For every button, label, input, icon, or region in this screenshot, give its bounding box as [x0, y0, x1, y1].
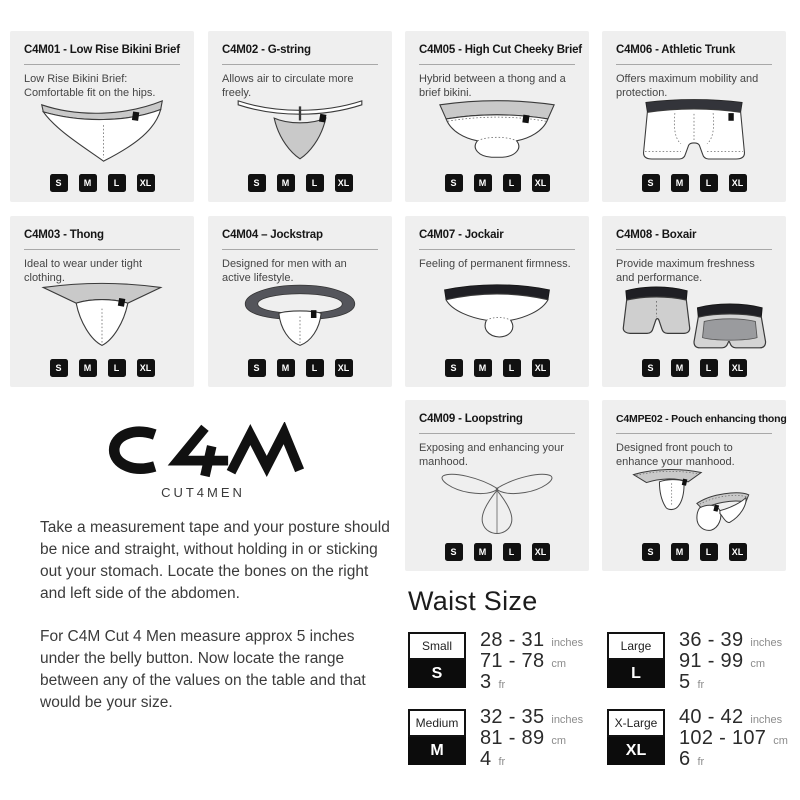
- size-badge-xl: XL: [335, 174, 353, 192]
- product-card-c4m01: [10, 31, 194, 202]
- fr-value: 5: [679, 671, 691, 693]
- size-letter: S: [408, 660, 466, 688]
- size-badges: [602, 174, 786, 192]
- size-badge-l: L: [108, 359, 126, 377]
- size-badge-s: S: [642, 359, 660, 377]
- size-badge-m: M: [671, 359, 689, 377]
- divider: [222, 64, 378, 65]
- size-name: Small: [408, 632, 466, 660]
- product-title: C4M09 - Loopstring: [419, 413, 523, 425]
- fr-unit: fr: [697, 756, 705, 768]
- size-badges: [602, 543, 786, 561]
- size-letter: L: [607, 660, 665, 688]
- product-title: C4M04 – Jockstrap: [222, 229, 323, 241]
- jockstrap-illustration: [218, 280, 382, 355]
- product-card-c4m07: [405, 216, 589, 387]
- cm-unit: cm: [551, 735, 567, 747]
- divider: [24, 249, 180, 250]
- divider: [24, 64, 180, 65]
- waist-size-table: [408, 629, 792, 770]
- boxair-illustration: [612, 280, 776, 355]
- product-card-c4m03: [10, 216, 194, 387]
- size-badges: [10, 174, 194, 192]
- size-badges: [405, 174, 589, 192]
- measurements: [679, 629, 782, 692]
- size-badges: [208, 174, 392, 192]
- measurements: [480, 629, 583, 692]
- size-badge-m: M: [79, 174, 97, 192]
- product-description: Provide maximum freshness and performance.: [616, 258, 755, 285]
- fr-unit: fr: [498, 679, 506, 691]
- size-badge-xl: XL: [532, 543, 550, 561]
- size-box-x-large: [607, 709, 665, 765]
- product-card-c4m05: [405, 31, 589, 202]
- brand-name: CUT4MEN: [161, 485, 245, 500]
- size-box-large: [607, 632, 665, 688]
- fr-value: 3: [480, 671, 492, 693]
- product-description: Allows air to circulate more freely.: [222, 73, 354, 100]
- inches-unit: inches: [551, 714, 584, 726]
- inches-value: 40 - 42: [679, 706, 744, 728]
- bikini-brief-illustration: [20, 95, 184, 170]
- size-badge-m: M: [671, 543, 689, 561]
- waist-size-section: [408, 586, 792, 769]
- size-badge-s: S: [445, 359, 463, 377]
- product-description: Ideal to wear under tight clothing.: [24, 258, 143, 285]
- size-badge-xl: XL: [137, 359, 155, 377]
- size-badge-l: L: [108, 174, 126, 192]
- size-badges: [602, 359, 786, 377]
- product-card-c4m02: [208, 31, 392, 202]
- measurements: [480, 706, 583, 769]
- size-badge-s: S: [445, 174, 463, 192]
- jockair-illustration: [415, 280, 579, 355]
- size-badge-xl: XL: [335, 359, 353, 377]
- waist-entry-small: [408, 629, 607, 693]
- size-badges: [208, 359, 392, 377]
- size-badge-s: S: [642, 543, 660, 561]
- size-badge-l: L: [700, 174, 718, 192]
- size-badge-xl: XL: [729, 174, 747, 192]
- size-letter: M: [408, 737, 466, 765]
- fr-value: 6: [679, 748, 691, 770]
- cm-unit: cm: [773, 735, 788, 747]
- size-badge-m: M: [671, 174, 689, 192]
- product-title: C4M05 - High Cut Cheeky Brief: [419, 44, 582, 56]
- size-badge-m: M: [277, 174, 295, 192]
- c4m-logo-icon: [101, 422, 306, 478]
- size-badge-l: L: [306, 174, 324, 192]
- size-badges: [405, 543, 589, 561]
- product-title: C4M07 - Jockair: [419, 229, 504, 241]
- size-badge-l: L: [503, 543, 521, 561]
- product-card-c4m04: [208, 216, 392, 387]
- product-title: C4M01 - Low Rise Bikini Brief: [24, 44, 180, 56]
- size-badge-l: L: [306, 359, 324, 377]
- cm-value: 102 - 107: [679, 727, 767, 749]
- measurement-instructions: [40, 517, 394, 714]
- divider: [222, 249, 378, 250]
- size-badge-xl: XL: [729, 359, 747, 377]
- cm-unit: cm: [551, 658, 567, 670]
- cheeky-brief-illustration: [415, 95, 579, 170]
- cm-value: 91 - 99: [679, 650, 744, 672]
- size-badge-s: S: [50, 174, 68, 192]
- size-badge-s: S: [248, 359, 266, 377]
- product-title: C4M03 - Thong: [24, 229, 104, 241]
- inches-unit: inches: [750, 637, 783, 649]
- cm-value: 71 - 78: [480, 650, 545, 672]
- size-badge-m: M: [474, 359, 492, 377]
- product-card-c4m09: [405, 400, 589, 571]
- product-description: Designed for men with an active lifestyle.: [222, 258, 347, 285]
- waist-size-title: Waist Size: [408, 586, 538, 616]
- size-badges: [10, 359, 194, 377]
- size-badge-xl: XL: [137, 174, 155, 192]
- size-box-medium: [408, 709, 466, 765]
- size-badge-xl: XL: [532, 359, 550, 377]
- size-badge-xl: XL: [729, 543, 747, 561]
- inches-value: 32 - 35: [480, 706, 545, 728]
- size-badge-m: M: [474, 543, 492, 561]
- size-name: X-Large: [607, 709, 665, 737]
- size-badge-l: L: [503, 174, 521, 192]
- size-badge-m: M: [474, 174, 492, 192]
- product-description: Exposing and enhancing your manhood.: [419, 442, 564, 469]
- size-badge-s: S: [248, 174, 266, 192]
- product-title: C4M02 - G-string: [222, 44, 311, 56]
- waist-entry-x-large: [607, 706, 792, 770]
- divider: [419, 433, 575, 434]
- cm-value: 81 - 89: [480, 727, 545, 749]
- product-card-c4mpe02: [602, 400, 786, 571]
- product-description: Feeling of permanent firmness.: [419, 258, 571, 270]
- instruction-paragraph-1: Take a measurement tape and your posture should be nice and straight, without holding in or sticking out your stomach. Locate the bones on the right and left side of the abdomen.: [40, 519, 390, 602]
- divider: [616, 249, 772, 250]
- fr-value: 4: [480, 748, 492, 770]
- divider: [419, 249, 575, 250]
- pouch-thong-illustration: [612, 464, 776, 539]
- product-description: Offers maximum mobility and protection.: [616, 73, 759, 100]
- size-badge-s: S: [50, 359, 68, 377]
- size-letter: XL: [607, 737, 665, 765]
- size-badge-l: L: [503, 359, 521, 377]
- instruction-paragraph-2: For C4M Cut 4 Men measure approx 5 inches under the belly button. Now locate the range between any of the values on the table and that would be your size.: [40, 628, 366, 711]
- fr-unit: fr: [498, 756, 506, 768]
- divider: [616, 64, 772, 65]
- measurements: [679, 706, 788, 769]
- size-badge-xl: XL: [532, 174, 550, 192]
- divider: [419, 64, 575, 65]
- divider: [616, 433, 772, 434]
- size-badge-l: L: [700, 359, 718, 377]
- inches-unit: inches: [551, 637, 584, 649]
- fr-unit: fr: [697, 679, 705, 691]
- waist-entry-large: [607, 629, 792, 693]
- inches-value: 28 - 31: [480, 629, 545, 651]
- size-badge-l: L: [700, 543, 718, 561]
- size-name: Large: [607, 632, 665, 660]
- size-badge-m: M: [277, 359, 295, 377]
- product-card-c4m06: [602, 31, 786, 202]
- g-string-illustration: [218, 95, 382, 170]
- product-description: Designed front pouch to enhance your manhood.: [616, 442, 735, 469]
- loopstring-illustration: [415, 464, 579, 539]
- product-title: C4M06 - Athletic Trunk: [616, 44, 736, 56]
- size-badge-s: S: [445, 543, 463, 561]
- size-badge-s: S: [642, 174, 660, 192]
- size-box-small: [408, 632, 466, 688]
- cm-unit: cm: [750, 658, 766, 670]
- thong-illustration: [20, 280, 184, 355]
- product-title: C4MPE02 - Pouch enhancing thong: [616, 413, 787, 425]
- size-badge-m: M: [79, 359, 97, 377]
- brand-logo: [10, 422, 396, 500]
- size-badges: [405, 359, 589, 377]
- size-name: Medium: [408, 709, 466, 737]
- product-description: Hybrid between a thong and a brief bikini.: [419, 73, 566, 100]
- product-card-c4m08: [602, 216, 786, 387]
- waist-entry-medium: [408, 706, 607, 770]
- inches-unit: inches: [750, 714, 783, 726]
- athletic-trunk-illustration: [612, 95, 776, 170]
- product-title: C4M08 - Boxair: [616, 229, 697, 241]
- inches-value: 36 - 39: [679, 629, 744, 651]
- product-description: Low Rise Bikini Brief: Comfortable fit on the hips.: [24, 73, 156, 100]
